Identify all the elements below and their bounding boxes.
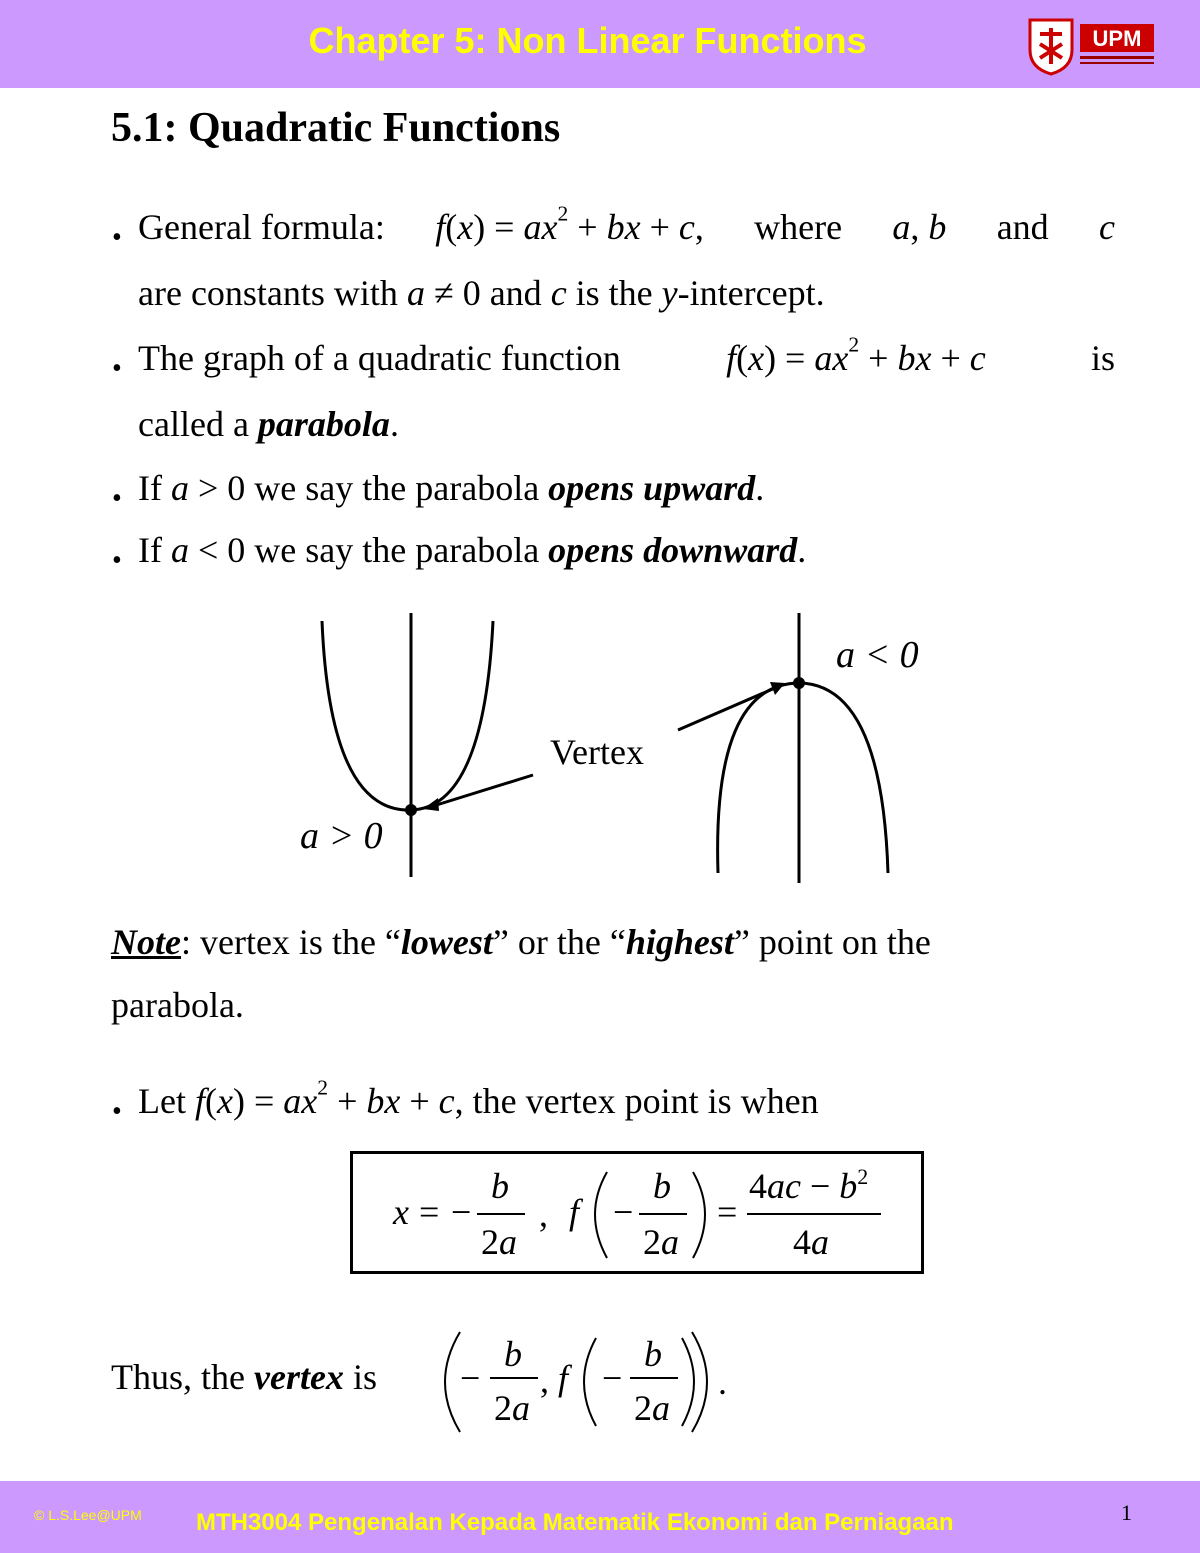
var-a-b: a, b [892,207,947,247]
intercept-text: -intercept. [677,273,825,313]
vertex-point-left [405,804,417,816]
svg-text:=: = [717,1192,738,1232]
opens-downward-term: opens downward [548,530,798,570]
constants-line [138,272,825,315]
opens-upward-term: opens upward [548,468,756,508]
thus-line [111,1356,377,1399]
var-y: y [661,273,678,313]
if-text: If [138,468,162,508]
highest-term: highest [625,922,734,962]
graph-line [138,332,1115,380]
svg-text:−: − [613,1192,634,1232]
vertex-arrow-right [678,688,775,730]
svg-text:2a: 2a [643,1222,679,1262]
svg-text:=: = [419,1192,440,1232]
general-formula-line [138,201,1115,249]
parabola-term: parabola [257,404,390,444]
thus-text: Thus, the [111,1357,245,1397]
svg-text:,: , [540,1360,549,1400]
general-formula-expression: $f(x) = ax^2$ + bx + c, [435,201,704,247]
if-text: If [138,530,162,570]
vertex-formula-box [350,1151,924,1274]
let-text: Let [138,1081,186,1121]
and-text-2: and [489,273,542,313]
bullet-dot: • [112,353,122,384]
arrow-head-left [423,798,439,811]
let-expression: $f(x) = ax^2$ + bx + c [194,1075,455,1121]
svg-text:b: b [504,1334,522,1374]
vertex-when-text: , the vertex point is when [454,1081,819,1121]
a-greater-zero: a > 0 [170,468,255,508]
note-label: Note [111,922,181,962]
is-the-text: is the [575,273,653,313]
vertex-arrow-left [430,775,533,807]
svg-text:b: b [491,1166,509,1206]
svg-text:4ac − b2: $4ac - b^2$ [749,1164,869,1206]
general-formula-label: General formula: [138,207,385,247]
label-a-negative: a < 0 [836,634,919,676]
svg-text:b: b [653,1166,671,1206]
note-text-3: ” point on the [733,922,931,962]
constants-text: are constants with [138,273,398,313]
course-title: MTH3004 Pengenalan Kepada Matematik Ekonomi dan Perniagaan [196,1509,954,1536]
let-line [138,1075,819,1123]
bullet-dot: • [112,545,122,576]
note-first-part [111,921,931,964]
graph-text: The graph of a quadratic function [138,338,621,378]
svg-text:−: − [460,1358,481,1398]
note-text-1: : vertex is the “ [180,922,401,962]
svg-text:−: − [602,1358,623,1398]
upward-parabola [322,621,493,810]
footer-bar [0,1481,1200,1553]
label-a-positive: a > 0 [300,815,383,857]
svg-text:,: , [539,1194,548,1234]
is-text: is [1090,338,1115,378]
upm-logo [1026,14,1158,76]
var-c: c [1098,207,1115,247]
where-text: where [754,207,843,247]
graph-expression: $f(x) = ax^2$ + bx + c [726,332,986,378]
var-c-2: c [550,273,576,313]
vertex-point-right [793,677,805,689]
svg-text:2a: 2a [481,1222,517,1262]
bullet-dot: • [112,222,122,253]
svg-text:.: . [718,1362,727,1402]
header-bar [0,0,1200,88]
svg-text:x: x [393,1192,409,1232]
parabola-text: we say the parabola [254,530,540,570]
downward-parabola [718,683,888,873]
parabola-figure [290,605,950,895]
opens-downward-line: If a < 0 we say the parabola opens downward. [138,530,807,570]
note-text-2: ” or the “ [492,922,626,962]
vertex-term: vertex [253,1357,344,1397]
vertex-label: Vertex [550,732,644,772]
note-line [111,921,1115,964]
parabola-text: we say the parabola [254,468,540,508]
svg-text:f: f [569,1192,580,1232]
svg-text:4a: 4a [793,1222,829,1262]
section-title: 5.1: Quadratic Functions [111,105,561,151]
vertex-point-formula [430,1322,730,1442]
svg-text:2a: 2a [494,1388,530,1428]
is-text-2: is [352,1357,377,1397]
copyright-text: © L.S.Lee@UPM [34,1507,142,1523]
vertex-formula [353,1154,921,1271]
svg-text:b: b [644,1334,662,1374]
svg-text:2a: 2a [634,1388,670,1428]
called-line: called a parabola. [138,404,399,444]
svg-text:f: f [558,1358,569,1398]
called-text: called a [138,404,249,444]
logo-text: UPM [1092,26,1142,51]
opens-upward-line: If a > 0 we say the parabola opens upward. [138,468,765,508]
and-text: and [996,207,1049,247]
chapter-title: Chapter 5: Non Linear Functions [308,20,867,61]
bullet-dot: • [112,1096,122,1127]
bullet-dot: • [112,483,122,514]
a-not-zero: a ≠ 0 [406,273,490,313]
a-less-zero: a < 0 [170,530,255,570]
lowest-term: lowest [400,922,493,962]
note-line-2: parabola. [111,985,244,1025]
svg-text:−: − [451,1192,472,1232]
page-number: 1 [1121,1500,1132,1525]
